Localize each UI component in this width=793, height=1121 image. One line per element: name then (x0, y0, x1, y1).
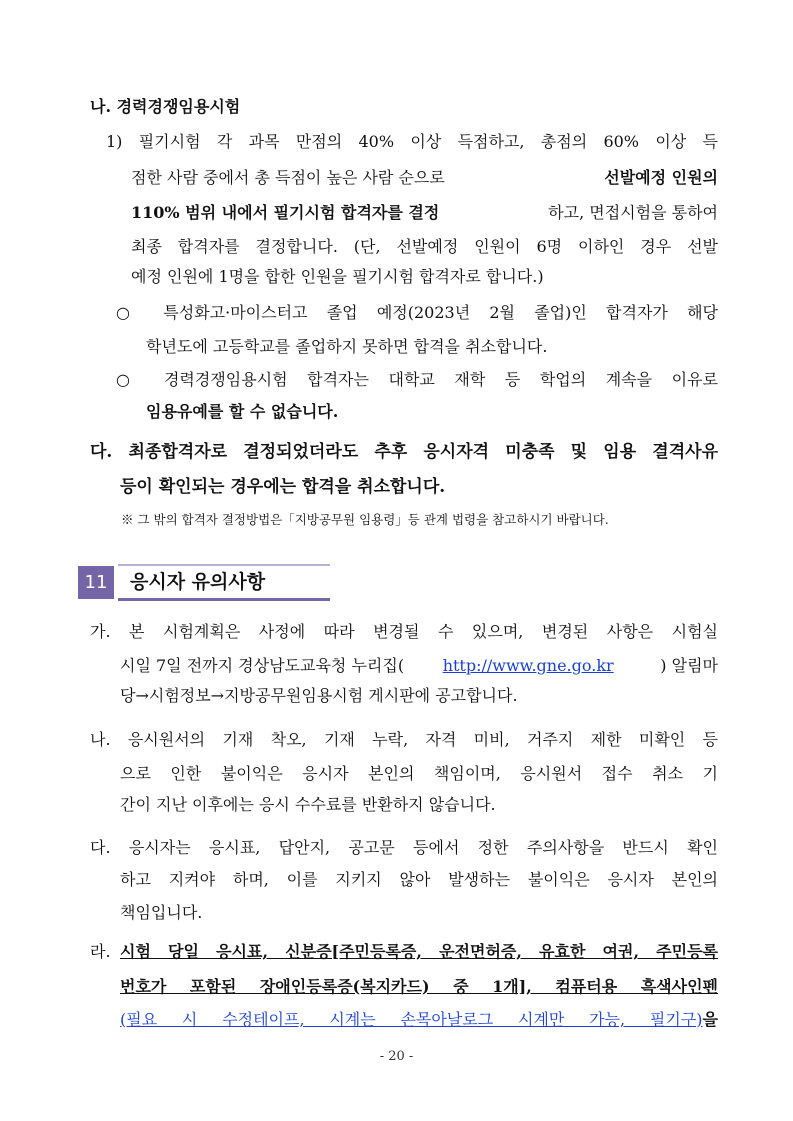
item1-line5: 예정 인원에 1명을 합한 인원을 필기시험 합격자로 합니다.) (131, 267, 544, 286)
na-line1: 나. 응시원서의 기재 착오, 기재 누락, 자격 미비, 거주지 제한 미확인 등 (90, 730, 718, 749)
da-line3: 책임입니다. (120, 903, 203, 922)
bullet1-line2: 학년도에 고등학교를 졸업하지 못하면 합격을 취소합니다. (146, 337, 548, 356)
ga-line3: 당→시험정보→지방공무원임용시험 게시판에 공고합니다. (120, 686, 518, 705)
da-notice-line1: 다. 최종합격자로 결정되었더라도 추후 응시자격 미충족 및 임용 결격사유 (90, 442, 718, 462)
ra-line3 (120, 1009, 718, 1031)
item1-line1: 1) 필기시험 각 과목 만점의 40% 이상 득점하고, 총점의 60% 이상 득 (106, 132, 718, 151)
section-11-number-badge: 11 (78, 566, 114, 599)
bullet2-line1: ○ 경력경쟁임용시험 합격자는 대학교 재학 등 학업의 계속을 이유로 (116, 370, 718, 389)
na-line2: 으로 인한 불이익은 응시자 본인의 책임이며, 응시원서 접수 취소 기 (120, 764, 718, 783)
item1-line4: 최종 합격자를 결정합니다. (단, 선발예정 인원이 6명 이하인 경우 선발 (131, 237, 718, 256)
da-line2: 하고 지켜야 하며, 이를 지키지 않아 발생하는 불이익은 응시자 본인의 (120, 870, 718, 889)
ra-line3-blue: (필요 시 수정테이프, 시계는 손목아날로그 시계만 가능, 필기구) (120, 1010, 703, 1029)
ra-line1: 시험 당일 응시표, 신분증[주민등록증, 운전면허증, 유효한 여권, 주민등록 (120, 942, 718, 961)
ra-line2: 번호가 포함된 장애인등록증(복지카드) 중 1개], 컴퓨터용 흑색사인펜 (120, 977, 718, 996)
ra-line3-end: 을 (702, 1010, 718, 1029)
da-footnote: ※ 그 밖의 합격자 결정방법은「지방공무원 임용령」등 관계 법령을 참고하시기 바랍니다. (121, 512, 609, 527)
item1-line2 (131, 167, 718, 189)
ga-line1: 가. 본 시험계획은 사정에 따라 변경될 수 있으며, 변경된 사항은 시험실 (90, 622, 718, 641)
bullet2-line2: 임용유예를 할 수 없습니다. (146, 402, 339, 421)
da-line1: 다. 응시자는 응시표, 답안지, 공고문 등에서 정한 주의사항을 반드시 확인 (90, 838, 718, 857)
section-heading-na: 나. 경력경쟁임용시험 (90, 97, 241, 116)
section-11-underline (118, 598, 330, 601)
na-line3: 간이 지난 이후에는 응시 수수료를 반환하지 않습니다. (120, 795, 496, 814)
item1-line2-bold: 선발예정 인원의 (604, 168, 718, 187)
section-11-top-rule (118, 564, 330, 566)
ra-prefix: 라. (90, 942, 111, 961)
item1-line2-text: 점한 사람 중에서 총 득점이 높은 사람 순으로 (131, 168, 445, 187)
item1-line3 (131, 202, 718, 224)
education-office-link[interactable]: http://www.gne.go.kr (442, 656, 614, 675)
section-11-title: 응시자 유의사항 (130, 571, 266, 593)
ga-line2-text: 시일 7일 전까지 경상남도교육청 누리집( (120, 656, 405, 675)
item1-line3-bold: 110% 범위 내에서 필기시험 합격자를 결정 (131, 203, 440, 222)
da-notice-line2: 등이 확인되는 경우에는 합격을 취소합니다. (120, 477, 446, 497)
ga-line2-end: ) 알림마 (660, 656, 718, 675)
bullet1-line1: ○ 특성화고·마이스터고 졸업 예정(2023년 2월 졸업)인 합격자가 해당 (116, 303, 718, 322)
page-number: - 20 - (379, 1049, 414, 1064)
item1-line3-text: 하고, 면접시험을 통하여 (548, 203, 718, 222)
ga-line2 (120, 655, 718, 677)
